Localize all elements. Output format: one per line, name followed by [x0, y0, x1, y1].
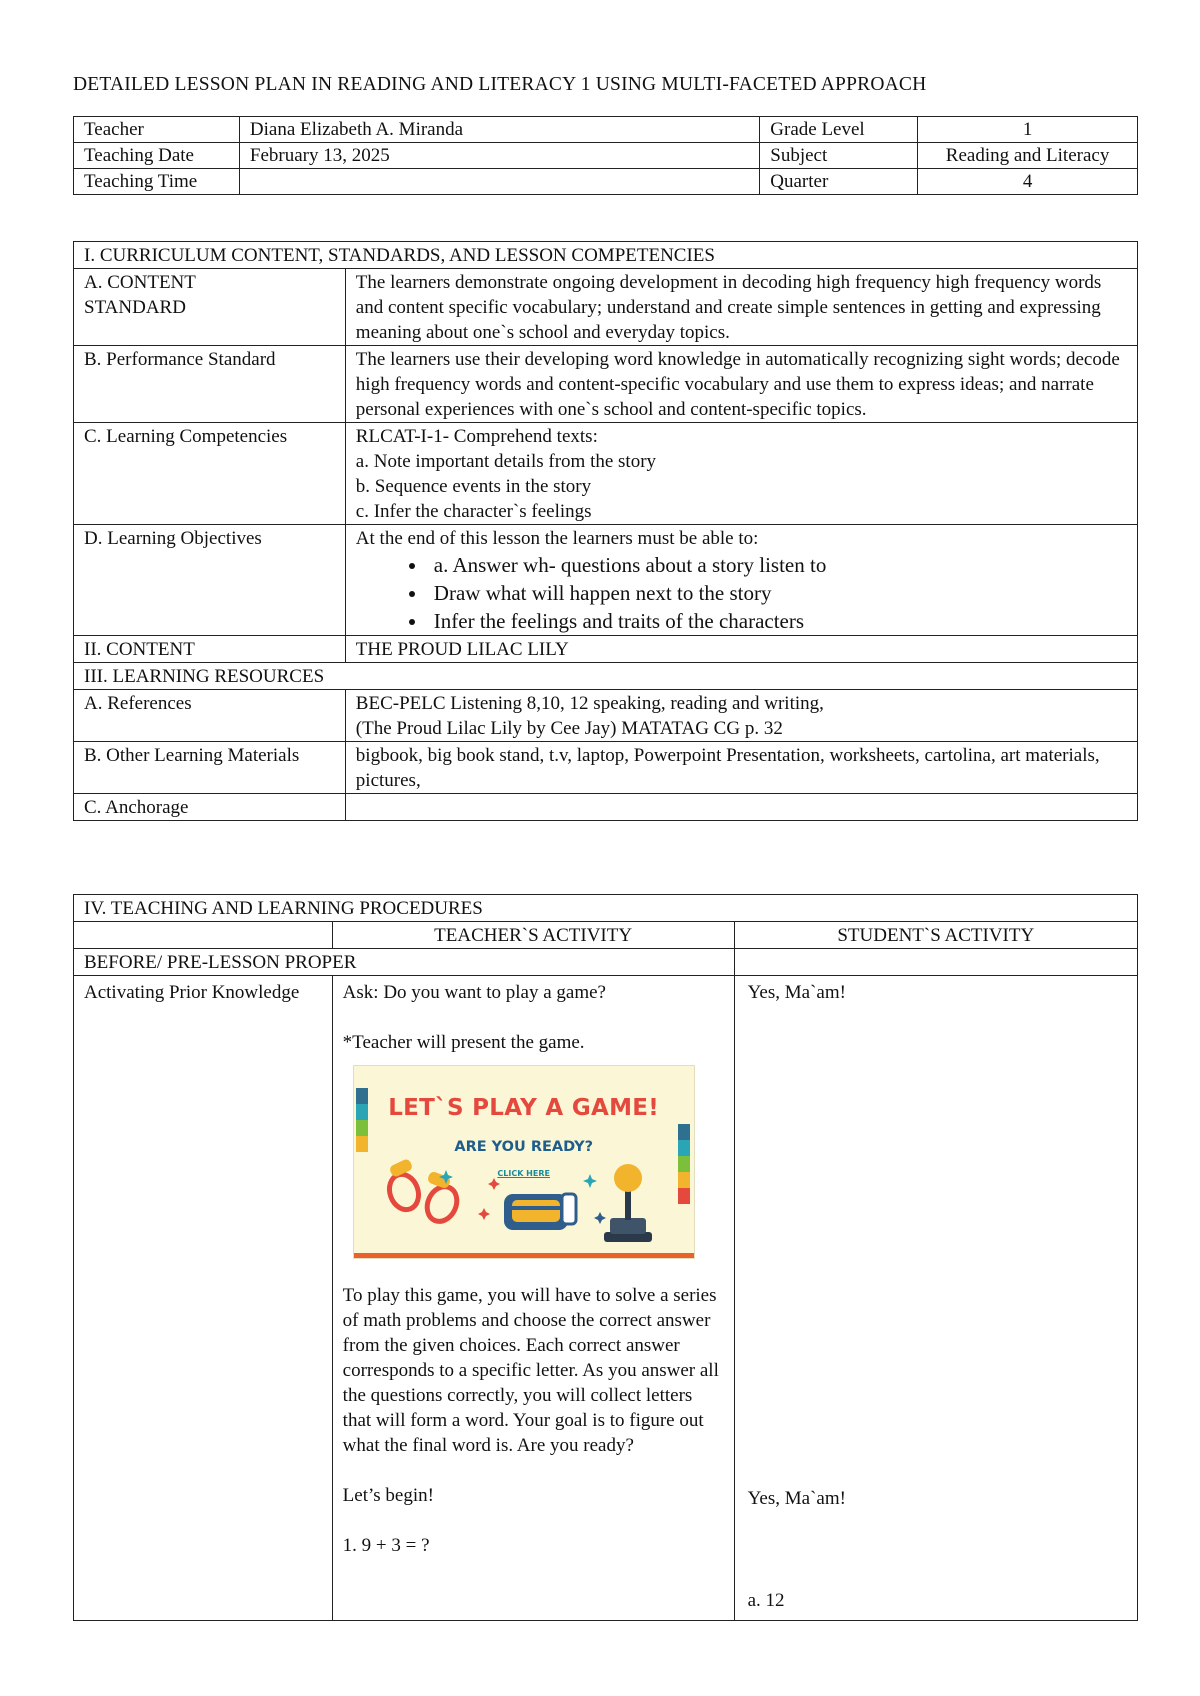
performance-standard-label: B. Performance Standard — [74, 346, 346, 423]
student-activity-cell — [734, 976, 1137, 1621]
table-row — [74, 269, 1138, 346]
performance-standard-text: The learners use their developing word knowledge in automatically recognizing sight words; decode high frequency words and content-specific vocabulary and use them to express ideas; and narrate personal experiences with one`s school and content-specific topics. — [345, 346, 1137, 423]
content-value: THE PROUD LILAC LILY — [345, 636, 1137, 663]
table-row — [74, 976, 1138, 1621]
student-activity-header: STUDENT`S ACTIVITY — [734, 922, 1137, 949]
lesson-info-table — [73, 116, 1138, 195]
teacher-present: *Teacher will present the game. — [342, 1032, 585, 1053]
table-row — [74, 423, 1138, 525]
procedures-header: IV. TEACHING AND LEARNING PROCEDURES — [74, 895, 1138, 922]
learning-objectives-label: D. Learning Objectives — [74, 525, 346, 636]
content-standard-label — [74, 269, 346, 346]
slide-bottom-strip — [354, 1253, 694, 1258]
phase-label: BEFORE/ PRE-LESSON PROPER — [74, 949, 735, 976]
blank-header-cell — [74, 922, 333, 949]
learning-resources-header: III. LEARNING RESOURCES — [74, 663, 1138, 690]
content-standard-label-line1: A. CONTENT — [84, 272, 196, 293]
learning-competencies-text — [345, 423, 1137, 525]
objectives-intro: At the end of this lesson the learners must be able to: — [355, 528, 759, 549]
references-text — [345, 690, 1137, 742]
quarter-label: Quarter — [760, 169, 918, 195]
student-answer-1: a. 12 — [747, 1590, 785, 1611]
competency-line: RLCAT-I-1- Comprehend texts: — [355, 426, 598, 447]
table-row — [74, 117, 1138, 143]
teacher-ask: Ask: Do you want to play a game? — [342, 982, 606, 1003]
teacher-activity-header: TEACHER`S ACTIVITY — [332, 922, 734, 949]
teacher-value: Diana Elizabeth A. Miranda — [239, 117, 759, 143]
game-subtitle: ARE YOU READY? — [454, 1139, 593, 1155]
teaching-date-value: February 13, 2025 — [239, 143, 759, 169]
list-item: • Infer the feelings and traits of the characters — [428, 607, 1127, 635]
references-label: A. References — [74, 690, 346, 742]
list-item: • Draw what will happen next to the story — [428, 579, 1127, 607]
table-row — [74, 794, 1138, 821]
other-materials-label: B. Other Learning Materials — [74, 742, 346, 794]
curriculum-table — [73, 241, 1138, 821]
teaching-time-label: Teaching Time — [74, 169, 240, 195]
table-row — [74, 922, 1138, 949]
subject-value: Reading and Literacy — [918, 143, 1138, 169]
document-title: DETAILED LESSON PLAN IN READING AND LITERACY 1 USING MULTI-FACETED APPROACH — [73, 74, 927, 95]
procedures-table — [73, 894, 1138, 1621]
game-title: LET`S PLAY A GAME! — [388, 1095, 660, 1121]
learning-objectives-text — [345, 525, 1137, 636]
teacher-begin: Let’s begin! — [342, 1485, 434, 1506]
student-response-2: Yes, Ma`am! — [747, 1488, 846, 1509]
list-item: • a. Answer wh- questions about a story listen to — [428, 551, 1127, 579]
learning-competencies-label: C. Learning Competencies — [74, 423, 346, 525]
grade-level-value: 1 — [918, 117, 1138, 143]
table-row — [74, 742, 1138, 794]
table-row — [74, 525, 1138, 636]
game-slide-image — [353, 1065, 695, 1259]
objectives-list — [356, 551, 1127, 635]
content-label: II. CONTENT — [74, 636, 346, 663]
competency-line: b. Sequence events in the story — [355, 476, 592, 497]
teaching-time-value — [239, 169, 759, 195]
student-response-1: Yes, Ma`am! — [747, 982, 846, 1003]
table-row — [74, 242, 1138, 269]
grade-level-label: Grade Level — [760, 117, 918, 143]
anchorage-label: C. Anchorage — [74, 794, 346, 821]
table-row — [74, 690, 1138, 742]
content-standard-label-line2: STANDARD — [84, 297, 186, 318]
table-row — [74, 663, 1138, 690]
game-instructions: To play this game, you will have to solve a series of math problems and choose the correct answer from the given choices. Each correct answer corresponds to a specific letter. As you answer all the questions correctly, you will collect letters that will form a word. Your goal is to figure out what the final word is. Are you ready? — [342, 1285, 719, 1456]
teacher-label: Teacher — [74, 117, 240, 143]
quarter-value: 4 — [918, 169, 1138, 195]
subject-label: Subject — [760, 143, 918, 169]
other-materials-text: bigbook, big book stand, t.v, laptop, Powerpoint Presentation, worksheets, cartolina, art materials, pictures, — [345, 742, 1137, 794]
table-row — [74, 949, 1138, 976]
competency-line: c. Infer the character`s feelings — [355, 501, 592, 522]
table-row — [74, 169, 1138, 195]
curriculum-header: I. CURRICULUM CONTENT, STANDARDS, AND LESSON COMPETENCIES — [74, 242, 1138, 269]
step-label: Activating Prior Knowledge — [74, 976, 333, 1621]
references-line: (The Proud Lilac Lily by Cee Jay) MATATAG CG p. 32 — [355, 718, 783, 739]
table-row — [74, 636, 1138, 663]
teacher-activity-cell — [332, 976, 734, 1621]
teaching-date-label: Teaching Date — [74, 143, 240, 169]
click-here-link[interactable]: CLICK HERE — [497, 1169, 550, 1178]
content-standard-text: The learners demonstrate ongoing development in decoding high frequency high frequency words and content specific vocabulary; understand and create simple sentences in getting and expressing meaning about one`s school and everyday topics. — [345, 269, 1137, 346]
vr-headset-icon — [504, 1194, 576, 1230]
math-question-1: 1. 9 + 3 = ? — [342, 1535, 430, 1556]
table-row — [74, 895, 1138, 922]
table-row — [74, 143, 1138, 169]
phase-blank-cell — [734, 949, 1137, 976]
references-line: BEC-PELC Listening 8,10, 12 speaking, reading and writing, — [355, 693, 824, 714]
anchorage-value — [345, 794, 1137, 821]
table-row — [74, 346, 1138, 423]
competency-line: a. Note important details from the story — [355, 451, 657, 472]
